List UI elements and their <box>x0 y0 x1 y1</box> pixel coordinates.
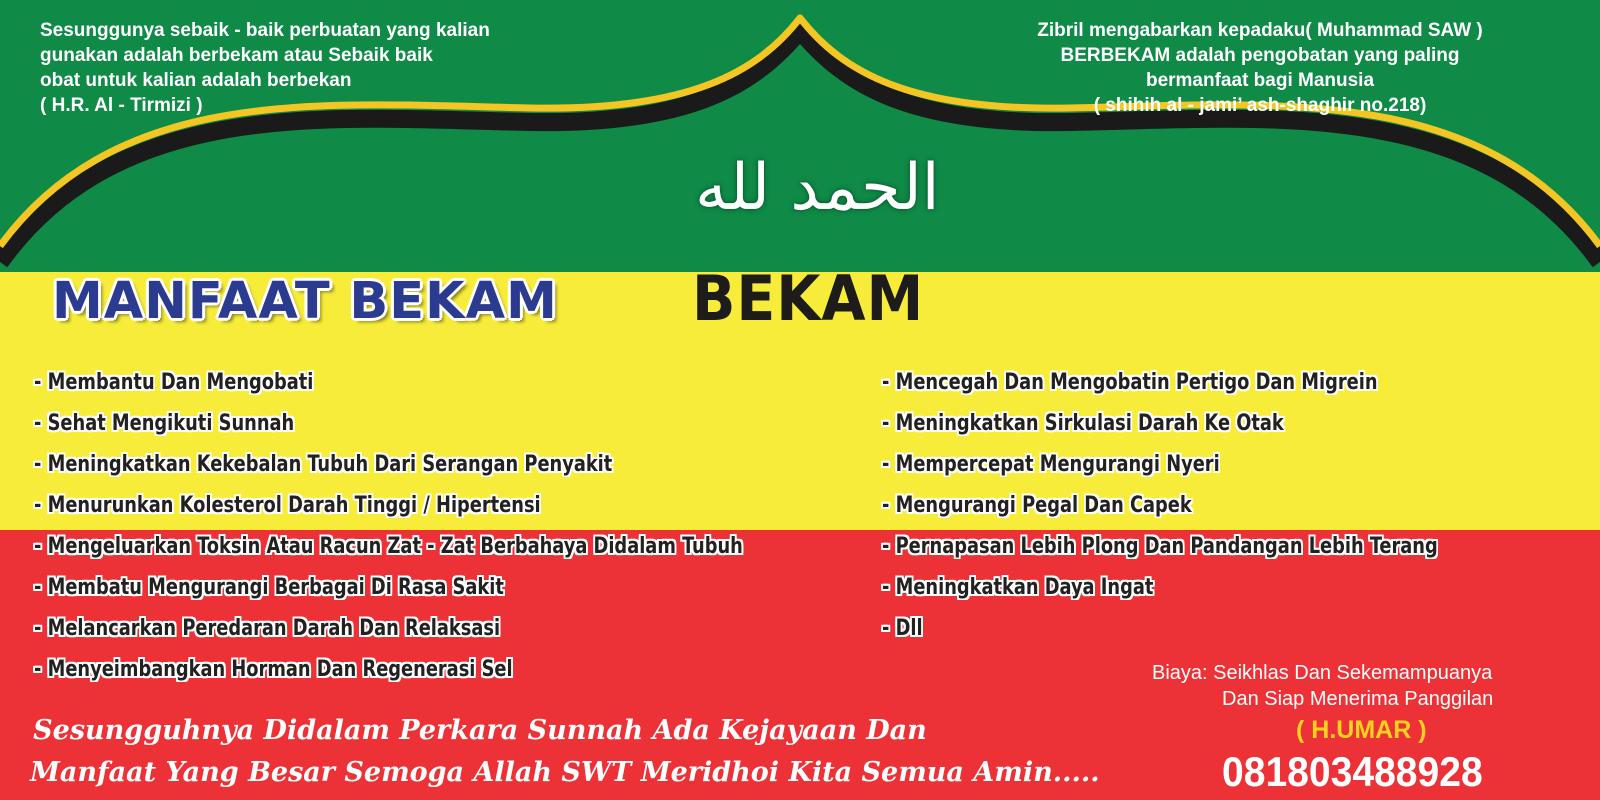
benefit-item: - Mempercepat Mengurangi Nyeri <box>882 452 1220 477</box>
quote-right-line: BERBEKAM adalah pengobatan yang paling <box>1060 45 1460 66</box>
benefit-item: - Membantu Dan Mengobati <box>34 370 314 395</box>
benefit-item: - Meningkatkan Daya Ingat <box>882 575 1154 600</box>
benefits-list-right <box>882 362 1499 649</box>
quote-left-line: obat untuk kalian adalah berbekan <box>40 70 352 91</box>
benefit-item: - Pernapasan Lebih Plong Dan Pandangan Lebih Terang <box>882 534 1438 559</box>
hadith-quote-right <box>960 18 1560 118</box>
benefit-item: - Mengeluarkan Toksin Atau Racun Zat - Zat Berbahaya Didalam Tubuh <box>34 534 743 559</box>
benefit-item: - Melancarkan Peredaran Darah Dan Relaksasi <box>34 616 501 641</box>
cost-line: Dan Siap Menerima Panggilan <box>1222 688 1494 710</box>
benefit-item: - Meningkatkan Sirkulasi Darah Ke Otak <box>882 411 1284 436</box>
contact-name: ( H.UMAR ) <box>1296 716 1427 744</box>
manfaat-bekam-title: MANFAAT BEKAM <box>52 272 558 331</box>
benefit-item: - Menurunkan Kolesterol Darah Tinggi / Hipertensi <box>34 493 541 518</box>
cost-line: Biaya: Seikhlas Dan Sekemampuanya <box>1152 662 1493 684</box>
benefit-item: - Membatu Mengurangi Berbagai Di Rasa Sakit <box>34 575 504 600</box>
quote-left-line: gunakan adalah berbekam atau Sebaik baik <box>40 45 433 66</box>
arabic-calligraphy: الحمد لله <box>695 151 940 225</box>
benefit-item: - Dll <box>882 616 923 641</box>
hadith-quote-left <box>40 18 490 118</box>
quote-left-line: Sesunggunya sebaik - baik perbuatan yang kalian <box>40 20 490 41</box>
closing-line: Sesungguhnya Didalam Perkara Sunnah Ada Kejayaan Dan <box>33 715 927 746</box>
contact-phone: 081803488928 <box>1222 748 1483 795</box>
benefits-list-left <box>34 362 822 690</box>
benefit-item: - Mencegah Dan Mengobatin Pertigo Dan Migrein <box>882 370 1378 395</box>
quote-right-source: ( shihih al - jami’ ash-shaghir no.218) <box>1093 95 1427 116</box>
closing-line: Manfaat Yang Besar Semoga Allah SWT Meridhoi Kita Semua Amin..... <box>30 757 1100 788</box>
quote-left-source: ( H.R. Al - Tirmizi ) <box>40 95 203 116</box>
closing-message <box>30 710 1100 794</box>
benefit-item: - Mengurangi Pegal Dan Capek <box>882 493 1192 518</box>
quote-right-line: bermanfaat bagi Manusia <box>1145 70 1375 91</box>
benefit-item: - Menyeimbangkan Horman Dan Regenerasi Sel <box>34 657 513 682</box>
quote-right-line: Zibril mengabarkan kepadaku( Muhammad SAW ) <box>1037 20 1483 41</box>
benefit-item: - Meningkatkan Kekebalan Tubuh Dari Serangan Penyakit <box>34 452 613 477</box>
cost-info <box>1152 660 1493 712</box>
bekam-title: BEKAM <box>692 262 925 335</box>
benefit-item: - Sehat Mengikuti Sunnah <box>34 411 295 436</box>
